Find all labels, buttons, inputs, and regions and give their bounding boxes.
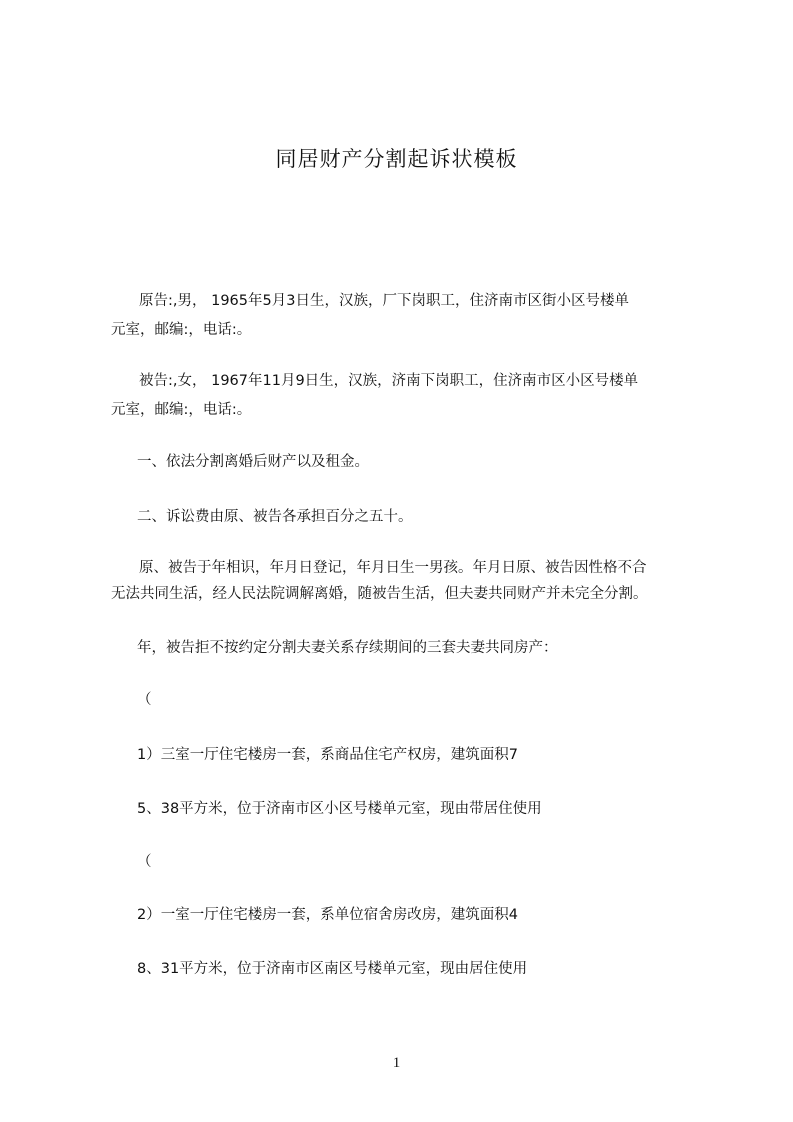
paren-open-1: （: [137, 692, 152, 708]
plaintiff-line-2: 元室，邮编:，电话:。: [111, 322, 252, 338]
property-2-line-2: 8、31平方米，位于济南市区南区号楼单元室，现由居住使用: [137, 961, 528, 977]
claim-item-2: 二、诉讼费由原、被告各承担百分之五十。: [137, 509, 413, 525]
document-title: 同居财产分割起诉状模板: [275, 147, 518, 171]
defendant-line-2: 元室，邮编:，电话:。: [111, 402, 252, 418]
defendant-line-1: 被告:,女， 1967年11月9日生，汉族，济南下岗职工，住济南市区小区号楼单: [139, 373, 639, 389]
page-number: 1: [392, 1055, 401, 1071]
paren-open-2: （: [137, 854, 152, 870]
claim-item-1: 一、依法分割离婚后财产以及租金。: [137, 454, 369, 470]
property-1-line-2: 5、38平方米，位于济南市区小区号楼单元室，现由带居住使用: [137, 801, 542, 817]
facts-line-3: 年，被告拒不按约定分割夫妻关系存续期间的三套夫妻共同房产：: [137, 640, 558, 656]
facts-line-1: 原、被告于年相识，年月日登记，年月日生一男孩。年月日原、被告因性格不合: [139, 560, 647, 576]
plaintiff-line-1: 原告:,男， 1965年5月3日生，汉族，厂下岗职工，住济南市区街小区号楼单: [139, 293, 629, 309]
property-1-line-1: 1）三室一厅住宅楼房一套，系商品住宅产权房，建筑面积7: [137, 747, 518, 763]
facts-line-2: 无法共同生活，经人民法院调解离婚，随被告生活，但夫妻共同财产并未完全分割。: [111, 586, 648, 602]
property-2-line-1: 2）一室一厅住宅楼房一套，系单位宿舍房改房，建筑面积4: [137, 907, 518, 923]
